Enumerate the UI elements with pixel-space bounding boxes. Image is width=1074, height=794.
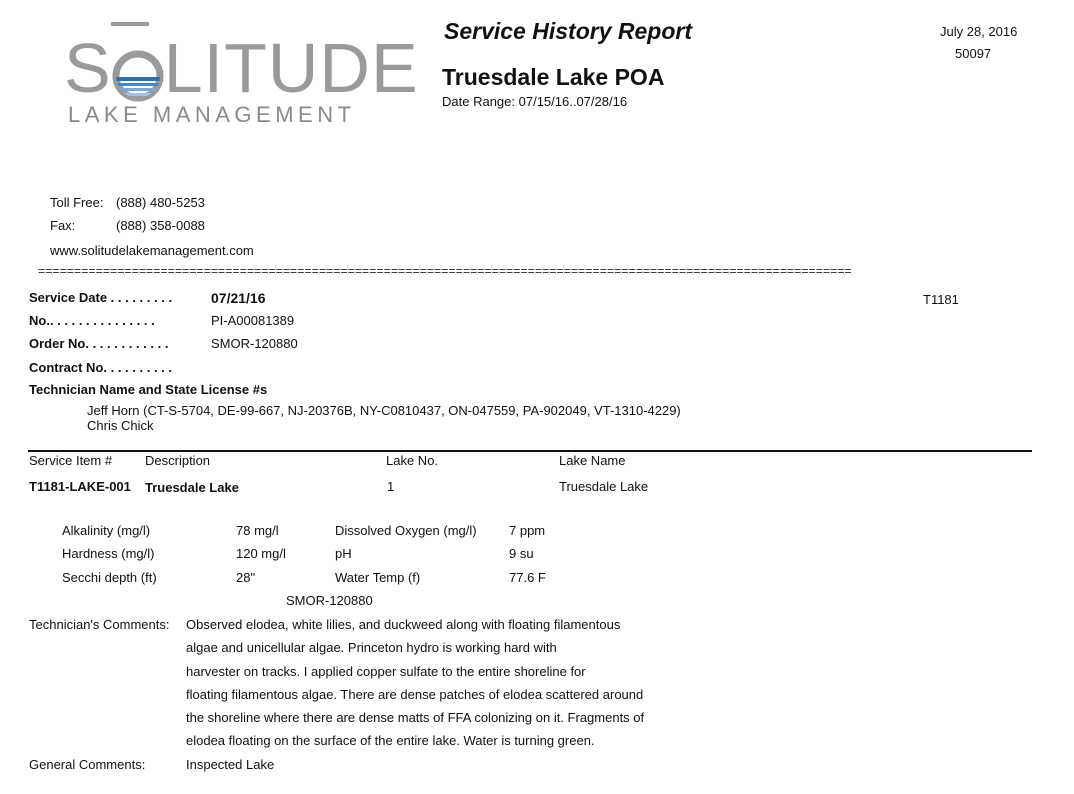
contract-label-dots: . . . . . . . . .: [107, 360, 173, 375]
technician-comment-line: elodea floating on the surface of the entire lake. Water is turning green.: [186, 733, 595, 748]
measure-label: Water Temp (f): [335, 570, 421, 585]
contract-label: [29, 360, 172, 375]
report-number: 50097: [955, 46, 992, 61]
col-header-description: Description: [145, 453, 211, 468]
measure-value: 9 su: [509, 546, 534, 561]
no-label: No.. . . . . . . . . . . . . . .: [29, 313, 155, 328]
col-header-lake-name: Lake Name: [559, 453, 626, 468]
measure-label: Secchi depth (ft): [62, 570, 157, 585]
logo-wordmark-rest: LITUDE: [163, 29, 419, 107]
technician-comment-line: algae and unicellular algae. Princeton hydro is working hard with: [186, 640, 557, 655]
client-name: Truesdale Lake POA: [442, 64, 665, 90]
row-lake-name: Truesdale Lake: [559, 479, 649, 494]
date-range-value: 07/15/16..07/28/16: [518, 94, 628, 109]
technician-heading: Technician Name and State License #s: [29, 382, 268, 397]
date-range: [442, 94, 627, 109]
order-value: SMOR-120880: [211, 336, 298, 351]
technician-1: Jeff Horn (CT-S-5704, DE-99-667, NJ-20376B, NY-C0810437, ON-047559, PA-902049, VT-1310-4229): [87, 403, 681, 418]
technician-comments-label: Technician's Comments:: [29, 617, 170, 632]
general-comments-label: General Comments:: [29, 757, 146, 772]
measure-label: Hardness (mg/l): [62, 546, 155, 561]
row-description: Truesdale Lake: [145, 480, 239, 495]
report-title: Service History Report: [444, 18, 692, 44]
measure-label: Dissolved Oxygen (mg/l): [335, 523, 477, 538]
date-range-label: Date Range:: [442, 94, 515, 109]
no-value: PI-A00081389: [211, 313, 295, 328]
measure-value: 120 mg/l: [236, 546, 286, 561]
col-header-service-item: Service Item #: [29, 453, 113, 468]
technician-comment-line: the shoreline where there are dense matts of FFA colonizing on it. Fragments of: [186, 710, 645, 725]
row-lake-no: 1: [387, 479, 395, 494]
logo-tagline: LAKE MANAGEMENT: [68, 102, 356, 127]
measure-label: Alkalinity (mg/l): [62, 523, 151, 538]
site-code: T1181: [923, 292, 959, 307]
order-label-dots: . . . . . . . . . . .: [88, 336, 169, 351]
order-label: [29, 336, 168, 351]
measure-label: pH: [335, 546, 352, 561]
measure-value: 28": [236, 570, 256, 585]
col-header-lake-no: Lake No.: [386, 453, 439, 468]
measure-value: 78 mg/l: [236, 523, 279, 538]
logo-macron: [111, 22, 149, 26]
technician-comment-line: harvester on tracks. I applied copper sulfate to the entire shoreline for: [186, 664, 586, 679]
contract-label-text: Contract No.: [29, 360, 107, 375]
table-rule: [28, 450, 1032, 452]
measure-value: 77.6 F: [509, 570, 546, 585]
technician-comment-line: floating filamentous algae. There are dense patches of elodea scattered around: [186, 687, 644, 702]
separator-line: =================================================================================================================: [38, 265, 852, 279]
toll-free-value: (888) 480-5253: [116, 195, 205, 210]
technician-comment-line: Observed elodea, white lilies, and duckweed along with floating filamentous: [186, 617, 621, 632]
service-date-label: Service Date . . . . . . . . .: [29, 290, 173, 305]
fax-label: Fax:: [50, 218, 76, 233]
order-reference: SMOR-120880: [286, 593, 373, 608]
website: www.solitudelakemanagement.com: [50, 243, 254, 258]
logo-wordmark-s: S: [64, 29, 112, 107]
fax-value: (888) 358-0088: [116, 218, 205, 233]
measure-value: 7 ppm: [509, 523, 546, 538]
toll-free-label: Toll Free:: [50, 195, 104, 210]
row-service-item: T1181-LAKE-001: [29, 479, 131, 494]
logo-emblem-icon: [112, 44, 164, 104]
technician-2: Chris Chick: [87, 418, 154, 433]
service-date-value: 07/21/16: [211, 290, 266, 306]
report-date: July 28, 2016: [940, 24, 1018, 39]
order-label-text: Order No.: [29, 336, 89, 351]
general-comments-value: Inspected Lake: [186, 757, 275, 772]
company-logo: [64, 28, 419, 108]
